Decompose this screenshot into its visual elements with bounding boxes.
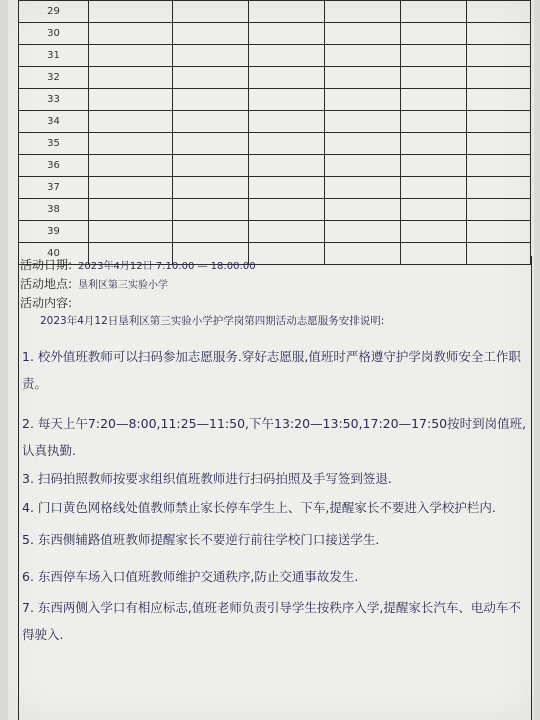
table-cell [401, 1, 467, 23]
table-cell [325, 221, 401, 243]
table-cell [467, 23, 531, 45]
row-number: 31 [19, 45, 89, 67]
table-cell [325, 111, 401, 133]
table-cell [249, 155, 325, 177]
activity-content [20, 294, 72, 311]
table-cell [173, 111, 249, 133]
row-number: 34 [19, 111, 89, 133]
place-label: 活动地点: [20, 277, 73, 291]
activity-date [20, 256, 256, 273]
table-cell [401, 23, 467, 45]
table-cell [89, 1, 173, 23]
table-cell [249, 89, 325, 111]
item-6: 6. 东西停车场入口值班教师维护交通秩序,防止交通事故发生. [22, 569, 359, 584]
table-cell [249, 177, 325, 199]
table-cell [249, 1, 325, 23]
table-cell [467, 111, 531, 133]
item-3: 3. 扫码拍照教师按要求组织值班教师进行扫码拍照及手写签到签退. [22, 471, 392, 486]
table-cell [89, 23, 173, 45]
table-cell [249, 111, 325, 133]
roster-table [18, 0, 531, 265]
row-number: 35 [19, 133, 89, 155]
row-number: 39 [19, 221, 89, 243]
row-number: 38 [19, 199, 89, 221]
table-cell [173, 221, 249, 243]
table-cell [173, 89, 249, 111]
row-number: 30 [19, 23, 89, 45]
table-row [19, 45, 531, 67]
table-cell [325, 199, 401, 221]
table-cell [89, 177, 173, 199]
table-cell [249, 133, 325, 155]
table-cell [325, 133, 401, 155]
table-cell [89, 221, 173, 243]
item-4: 4. 门口黄色网格线处值教师禁止家长停车学生上、下车,提醒家长不要进入学校护栏内. [22, 500, 496, 515]
table-cell [325, 23, 401, 45]
table-cell [325, 155, 401, 177]
table-cell [325, 45, 401, 67]
table-cell [173, 23, 249, 45]
table-row [19, 199, 531, 221]
table-cell [249, 45, 325, 67]
item-5: 5. 东西侧辅路值班教师提醒家长不要逆行前往学校门口接送学生. [22, 532, 380, 547]
paper-sheet [8, 0, 534, 720]
table-cell [401, 111, 467, 133]
table-cell [467, 221, 531, 243]
table-cell [173, 67, 249, 89]
table-cell [467, 45, 531, 67]
notice-title: 2023年4月12日垦利区第三实验小学护学岗第四期活动志愿服务安排说明: [40, 315, 385, 327]
table-row [19, 67, 531, 89]
table-cell [173, 199, 249, 221]
table-cell [467, 199, 531, 221]
date-label: 活动日期: [20, 258, 73, 272]
table-cell [325, 67, 401, 89]
table-cell [89, 111, 173, 133]
table-cell [173, 1, 249, 23]
table-cell [249, 23, 325, 45]
row-number: 37 [19, 177, 89, 199]
table-cell [467, 1, 531, 23]
table-cell [89, 89, 173, 111]
table-cell [89, 133, 173, 155]
table-cell [467, 155, 531, 177]
table-cell [89, 67, 173, 89]
activity-place [20, 275, 168, 292]
table-cell [325, 89, 401, 111]
place-value: 垦利区第三实验小学 [78, 280, 169, 291]
row-number: 40 [19, 243, 89, 265]
row-number: 32 [19, 67, 89, 89]
table-cell [89, 199, 173, 221]
table-row [19, 221, 531, 243]
content-label: 活动内容: [20, 296, 73, 310]
table-cell [401, 221, 467, 243]
table-cell [249, 199, 325, 221]
row-number: 33 [19, 89, 89, 111]
table-cell [173, 45, 249, 67]
table-cell [173, 177, 249, 199]
table-cell [173, 155, 249, 177]
item-2: 2. 每天上午7:20—8:00,11:25—11:50,下午13:20—13:50,17:20—17:50按时到岗值班,认真执勤. [22, 416, 527, 458]
table-cell [467, 177, 531, 199]
table-cell [401, 155, 467, 177]
table-cell [467, 67, 531, 89]
table-row [19, 133, 531, 155]
table-cell [401, 133, 467, 155]
row-number: 29 [19, 1, 89, 23]
table-row [19, 89, 531, 111]
table-cell [401, 89, 467, 111]
table-cell [401, 177, 467, 199]
row-number: 36 [19, 155, 89, 177]
table-cell [325, 177, 401, 199]
table-row [19, 111, 531, 133]
table-row [19, 23, 531, 45]
table-cell [89, 45, 173, 67]
table-cell [467, 89, 531, 111]
table-cell [173, 133, 249, 155]
item-1: 1. 校外值班教师可以扫码参加志愿服务.穿好志愿服,值班时严格遵守护学岗教师安全工作职责。 [22, 349, 521, 391]
table-cell [401, 67, 467, 89]
table-row [19, 155, 531, 177]
table-cell [249, 67, 325, 89]
table-cell [249, 221, 325, 243]
table-row [19, 1, 531, 23]
item-7: 7. 东西两侧入学口有相应标志,值班老师负责引导学生按秩序入学,提醒家长汽车、电动车不得驶入. [22, 600, 521, 642]
table-cell [401, 199, 467, 221]
table-row [19, 177, 531, 199]
table-cell [89, 155, 173, 177]
date-value: 2023年4月12日 7:10:00 — 18:00:00 [78, 261, 256, 272]
table-cell [325, 1, 401, 23]
table-cell [401, 45, 467, 67]
table-cell [467, 133, 531, 155]
